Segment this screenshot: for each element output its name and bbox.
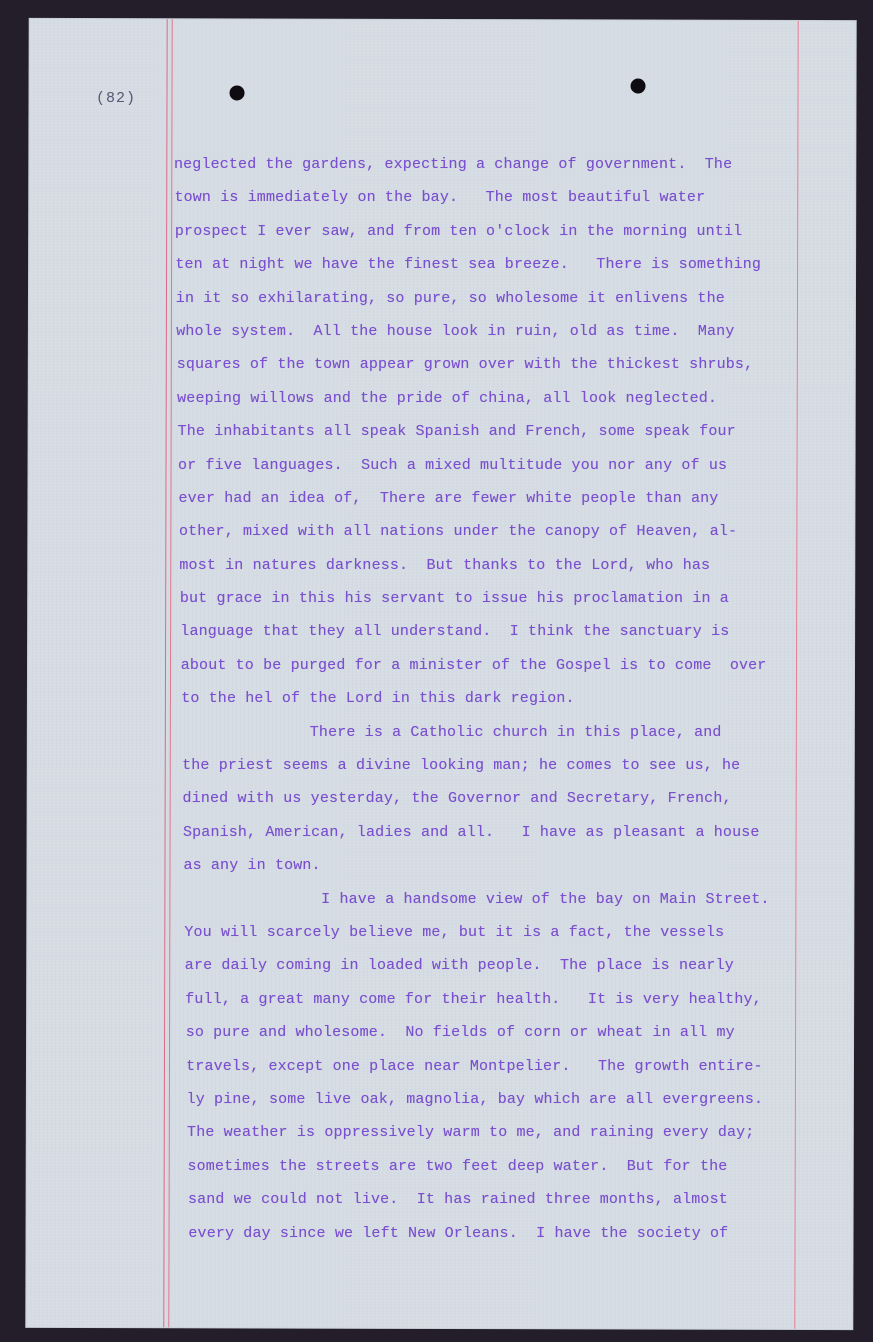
text-line: The inhabitants all speak Spanish and French, some speak four: [177, 423, 736, 441]
left-margin-rule: [163, 19, 167, 1327]
text-line: language that they all understand. I think the sanctuary is: [180, 623, 730, 641]
text-line: full, a great many come for their health. It is very healthy,: [185, 990, 762, 1008]
text-line: prospect I ever saw, and from ten o'clock in the morning until: [174, 222, 743, 240]
text-line: every day since we left New Orleans. I have the society of: [188, 1224, 729, 1242]
text-line: sand we could not live. It has rained three months, almost: [187, 1191, 728, 1209]
text-line: sometimes the streets are two feet deep water. But for the: [187, 1157, 728, 1175]
text-line: neglected the gardens, expecting a change of government. The: [174, 156, 733, 173]
text-line: about to be purged for a minister of the Gospel is to come over: [180, 656, 767, 674]
text-line: ly pine, some live oak, magnolia, bay which are all evergreens.: [186, 1090, 764, 1108]
text-line: weeping willows and the pride of china, all look neglected.: [177, 389, 718, 407]
text-line: as any in town.: [183, 857, 321, 875]
text-line: so pure and wholesome. No fields of corn or wheat in all my: [185, 1024, 735, 1042]
text-line: travels, except one place near Montpelier. The growth entire-: [186, 1057, 763, 1075]
punch-hole-left: [230, 85, 245, 100]
letter-body: [174, 148, 854, 1250]
text-line: The weather is oppressively warm to me, and raining every day;: [187, 1124, 755, 1142]
text-line: Spanish, American, ladies and all. I have as pleasant a house: [183, 823, 760, 841]
text-line: town is immediately on the bay. The most beautiful water: [174, 189, 706, 207]
text-line: There is a Catholic church in this place, and: [181, 723, 722, 741]
text-line: I have a handsome view of the bay on Main Street.: [183, 890, 770, 908]
left-margin-rule-inner: [168, 19, 172, 1327]
text-line: the priest seems a divine looking man; he comes to see us, he: [182, 757, 741, 775]
text-line: dined with us yesterday, the Governor and Secretary, French,: [182, 790, 732, 808]
punch-hole-right: [631, 78, 646, 93]
text-line: ever had an idea of, There are fewer white people than any: [178, 489, 719, 507]
text-line: most in natures darkness. But thanks to the Lord, who has: [179, 556, 711, 574]
text-line: whole system. All the house look in ruin, old as time. Many: [176, 322, 735, 340]
text-line: but grace in this his servant to issue his proclamation in a: [179, 590, 729, 608]
text-line: are daily coming in loaded with people. The place is nearly: [184, 957, 734, 975]
text-line: squares of the town appear grown over with the thickest shrubs,: [176, 356, 754, 374]
text-line: other, mixed with all nations under the canopy of Heaven, al-: [178, 523, 738, 541]
text-line: or five languages. Such a mixed multitude you nor any of us: [178, 456, 728, 474]
text-line: to the hel of the Lord in this dark region.: [181, 690, 575, 708]
text-line: You will scarcely believe me, but it is a fact, the vessels: [184, 923, 725, 941]
text-line: in it so exhilarating, so pure, so wholesome it enlivens the: [175, 289, 725, 307]
page-number: (82): [96, 90, 137, 107]
text-line: ten at night we have the finest sea breeze. There is something: [175, 256, 762, 274]
